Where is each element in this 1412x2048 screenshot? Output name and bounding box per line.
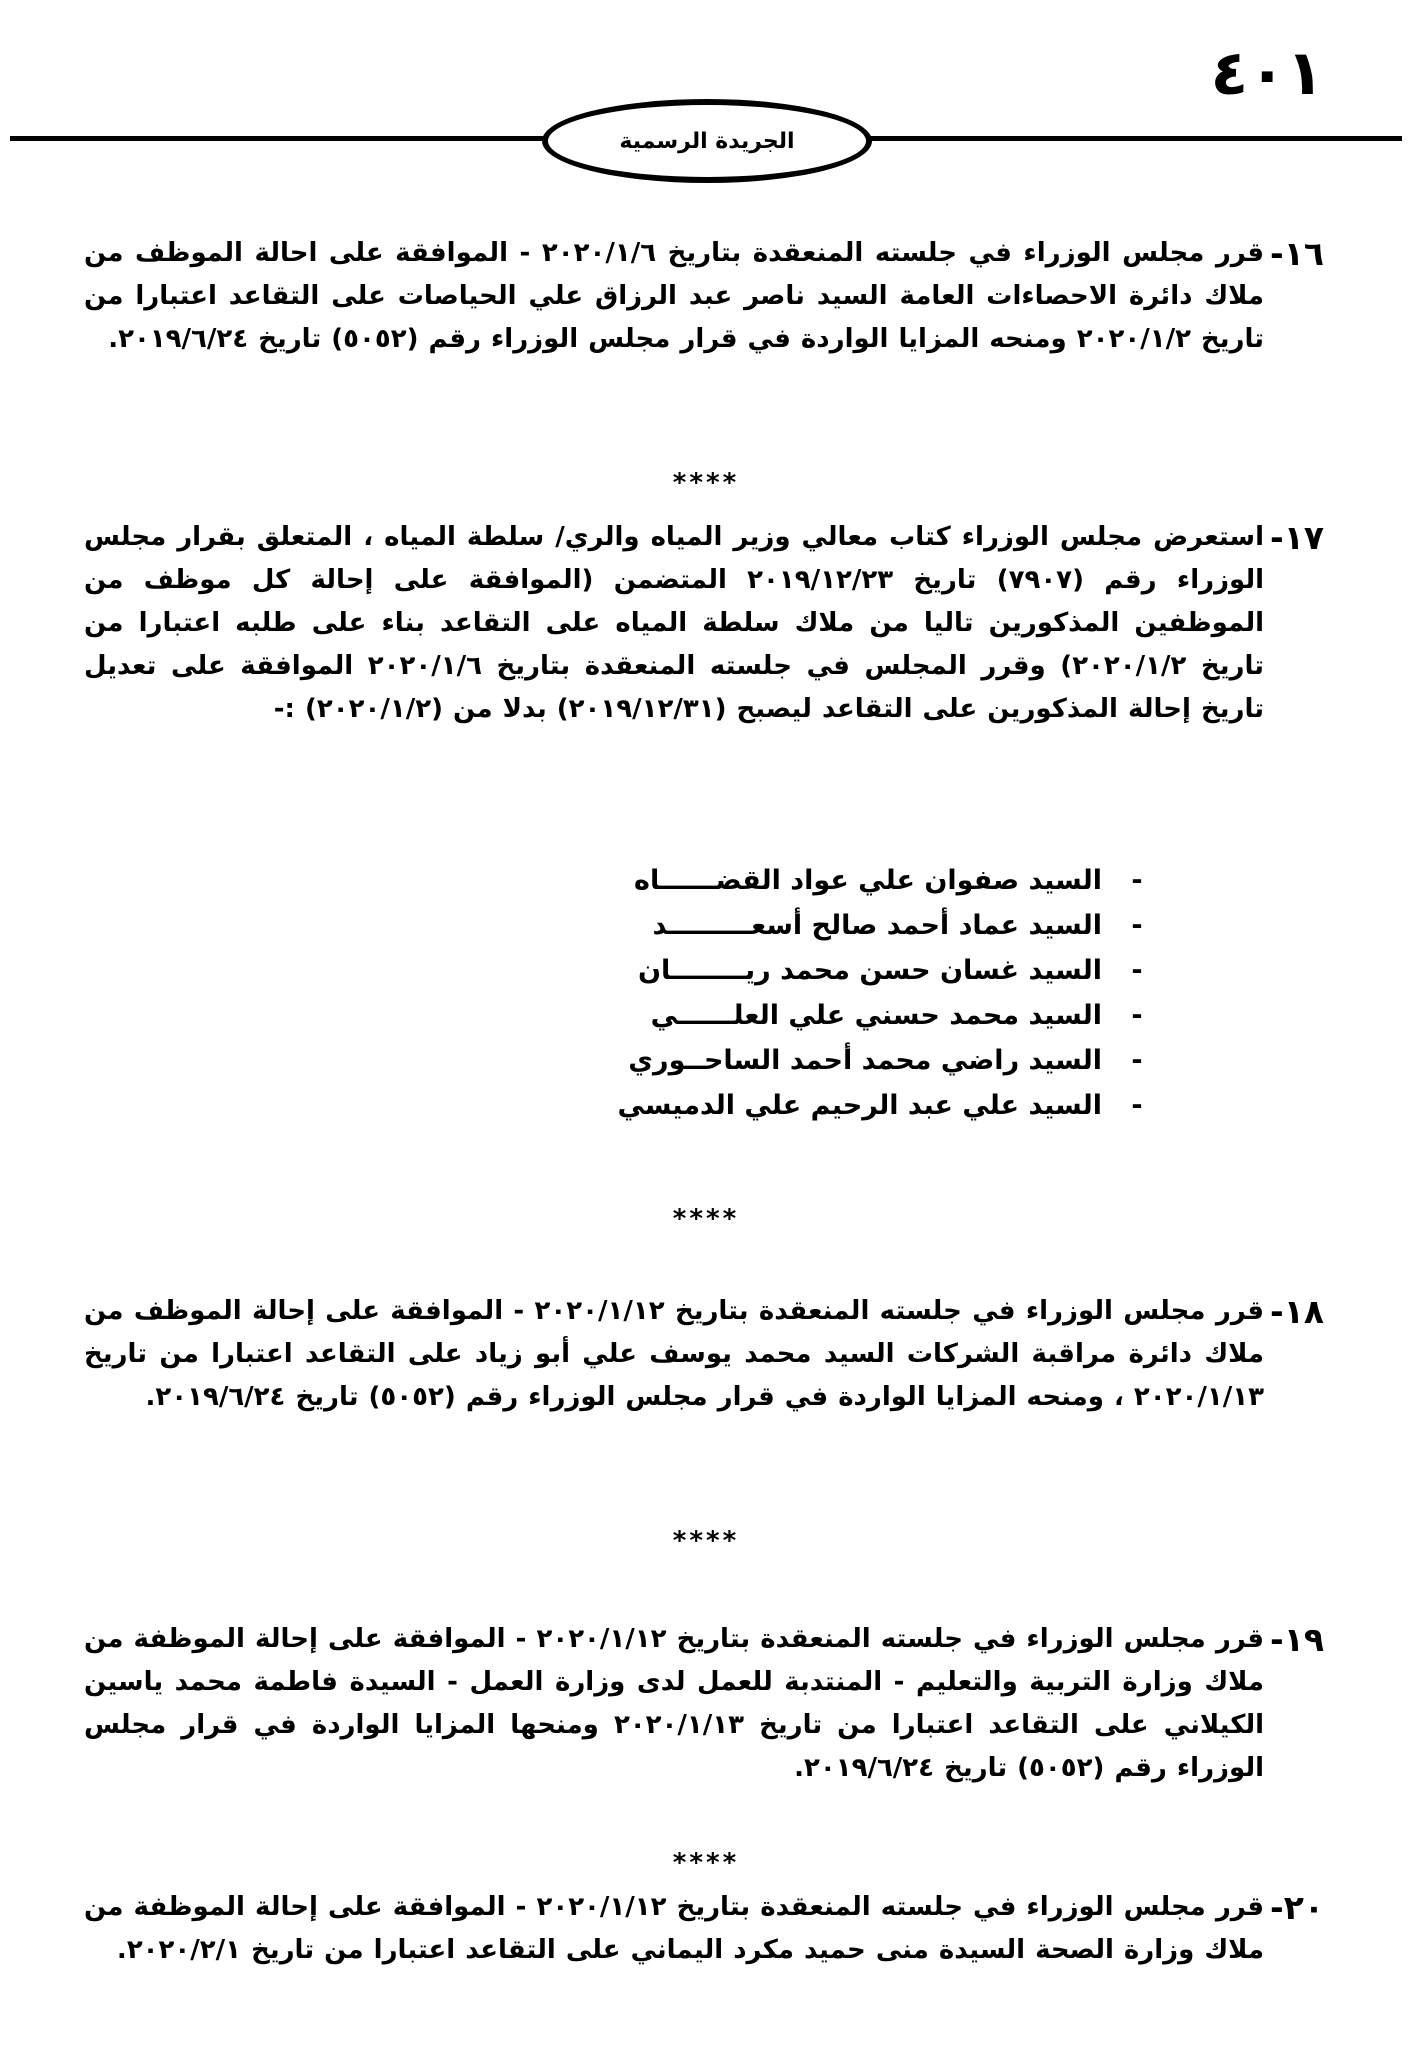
masthead-title: الجريدة الرسمية bbox=[619, 128, 795, 154]
section-separator: **** bbox=[672, 468, 740, 498]
item-number: ١٧- bbox=[1270, 518, 1324, 557]
masthead-oval bbox=[542, 99, 872, 183]
section-separator: **** bbox=[672, 1848, 740, 1878]
list-item: - السيد راضي محمد أحمد الساحــوري bbox=[628, 1045, 1143, 1076]
item-number: ١٩- bbox=[1270, 1620, 1324, 1659]
list-item: - السيد صفوان علي عواد القضــــــاه bbox=[634, 865, 1143, 896]
item-text: قرر مجلس الوزراء في جلسته المنعقدة بتاريخ ٢٠٢٠/١/١٢ - الموافقة على إحالة الموظفة من ملاك وزارة الصحة السيدة منى حميد مكرد اليماني على التقاعد اعتبارا من تاريخ ٢٠٢٠/٢/١. bbox=[84, 1892, 1265, 1965]
item-text: قرر مجلس الوزراء في جلسته المنعقدة بتاريخ ٢٠٢٠/١/٦ - الموافقة على احالة الموظف من ملاك دائرة الاحصاءات العامة السيد ناصر عبد الرزاق علي الحياصات على التقاعد اعتبارا من تاريخ ٢٠٢٠/١/٢ ومنحه المزايا الواردة في قرار مجلس الوزراء رقم (٥٠٥٢) تاريخ ٢٠١٩/٦/٢٤. bbox=[84, 238, 1264, 354]
item-text: استعرض مجلس الوزراء كتاب معالي وزير المياه والري/ سلطة المياه ، المتعلق بقرار مجلس الوزراء رقم (٧٩٠٧) تاريخ ٢٠١٩/١٢/٢٣ المتضمن (الموافقة على إحالة كل موظف من الموظفين المذكورين تاليا من ملاك سلطة المياه على التقاعد بناء على طلبه اعتبارا من تاريخ ٢٠٢٠/١/٢) وقرر المجلس في جلسته المنعقدة بتاريخ ٢٠٢٠/١/٦ الموافقة على تعديل تاريخ إحالة المذكورين على التقاعد ليصبح (٢٠١٩/١٢/٣١) بدلا من (٢٠٢٠/١/٢) :- bbox=[84, 522, 1265, 724]
decision-item-20 bbox=[84, 1886, 1324, 1972]
section-separator: **** bbox=[672, 1204, 740, 1234]
decision-item-19 bbox=[84, 1618, 1324, 1790]
item-text: قرر مجلس الوزراء في جلسته المنعقدة بتاريخ ٢٠٢٠/١/١٢ - الموافقة على إحالة الموظفة من ملاك وزارة التربية والتعليم - المنتدبة للعمل لدى وزارة العمل - السيدة فاطمة محمد ياسين الكيلاني على التقاعد اعتبارا من تاريخ ٢٠٢٠/١/١٣ ومنحها المزايا الواردة في قرار مجلس الوزراء رقم (٥٠٥٢) تاريخ ٢٠١٩/٦/٢٤. bbox=[84, 1624, 1265, 1783]
section-separator: **** bbox=[672, 1526, 740, 1556]
decision-item-18 bbox=[84, 1290, 1324, 1419]
retirees-list bbox=[472, 858, 1172, 1128]
item-text: قرر مجلس الوزراء في جلسته المنعقدة بتاريخ ٢٠٢٠/١/١٢ - الموافقة على إحالة الموظف من ملاك دائرة مراقبة الشركات السيد محمد يوسف علي أبو زياد على التقاعد اعتبارا من تاريخ ٢٠٢٠/١/١٣ ، ومنحه المزايا الواردة في قرار مجلس الوزراء رقم (٥٠٥٢) تاريخ ٢٠١٩/٦/٢٤. bbox=[84, 1296, 1264, 1412]
list-item: - السيد غسان حسن محمد ريــــــــان bbox=[638, 955, 1143, 986]
decision-item-17 bbox=[84, 516, 1324, 731]
page-number: ٤٠١ bbox=[1210, 36, 1324, 109]
list-item: - السيد محمد حسني علي العلــــــي bbox=[650, 1000, 1143, 1031]
item-number: ١٦- bbox=[1270, 234, 1324, 273]
decision-item-16 bbox=[84, 232, 1324, 361]
item-number: ٢٠- bbox=[1270, 1888, 1324, 1927]
list-item: - السيد علي عبد الرحيم علي الدميسي bbox=[617, 1090, 1143, 1121]
list-item: - السيد عماد أحمد صالح أسعـــــــــد bbox=[652, 910, 1143, 941]
item-number: ١٨- bbox=[1270, 1292, 1324, 1331]
